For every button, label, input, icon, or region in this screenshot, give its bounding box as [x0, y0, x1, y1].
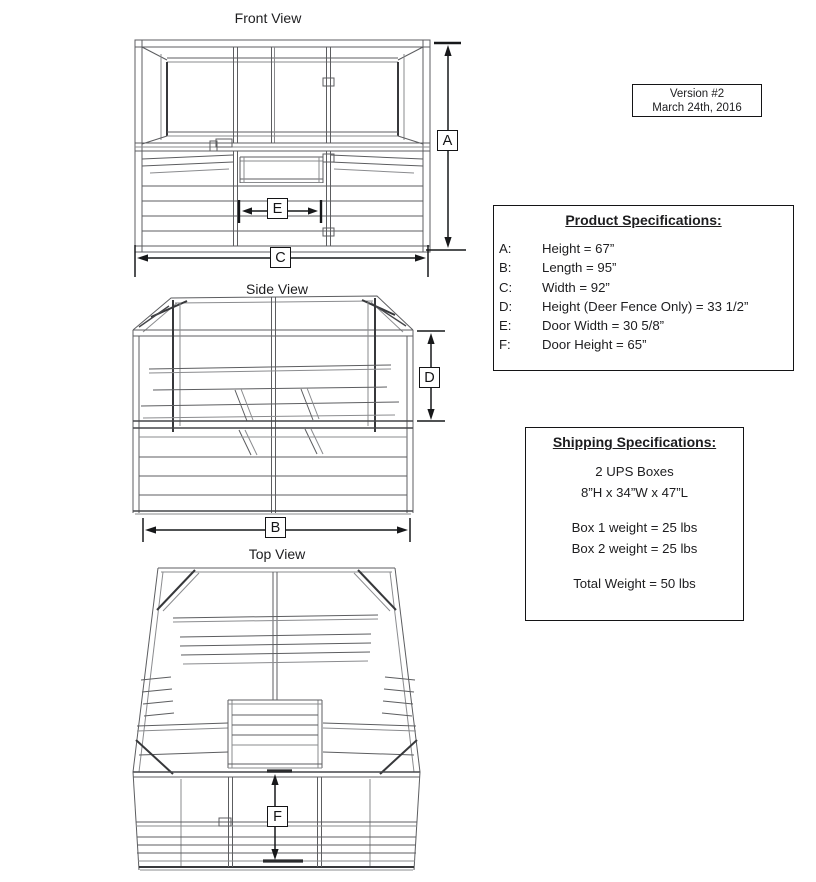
- version-date: March 24th, 2016: [652, 102, 742, 114]
- front-view-drawing: [123, 30, 473, 280]
- version-number: Version #2: [669, 88, 725, 100]
- spec-key: B:: [499, 260, 512, 276]
- spec-key: C:: [499, 279, 513, 295]
- spec-key: F:: [499, 337, 511, 353]
- top-view-title: Top View: [248, 546, 306, 562]
- dim-label-C: C: [270, 247, 291, 268]
- spec-row-e: [494, 316, 793, 335]
- dim-label-B: B: [265, 517, 286, 538]
- side-top-frame: [133, 296, 413, 336]
- spec-key: E:: [499, 318, 512, 334]
- spec-row-a: [494, 239, 793, 258]
- shipping-box-dimensions: 8”H x 34”W x 47”L: [581, 485, 688, 500]
- front-mid-rail: [135, 139, 430, 151]
- spec-row-d: [494, 297, 793, 316]
- product-specs-rows: [494, 239, 793, 355]
- side-view-drawing: [123, 290, 473, 545]
- spec-value: Width = 92”: [542, 279, 610, 295]
- shipping-box-count: 2 UPS Boxes: [595, 464, 674, 479]
- shipping-total-weight: Total Weight = 50 lbs: [573, 576, 696, 591]
- dim-label-D: D: [419, 367, 440, 388]
- side-mid-rail: [133, 421, 413, 455]
- side-fence-planks: [133, 457, 413, 514]
- top-central-bed: [228, 700, 322, 768]
- spec-value: Height (Deer Fence Only) = 33 1/2”: [542, 298, 749, 314]
- dim-label-E: E: [267, 198, 288, 219]
- side-view-title: Side View: [245, 281, 308, 297]
- shipping-box2-weight: Box 2 weight = 25 lbs: [571, 541, 698, 556]
- shipping-specs-box: [525, 427, 744, 621]
- top-view-drawing: [123, 558, 473, 880]
- front-roof-perspective: [142, 47, 423, 144]
- front-view-title: Front View: [234, 10, 302, 26]
- version-box: [632, 84, 762, 117]
- top-interior-beams: [173, 572, 378, 700]
- spec-key: D:: [499, 298, 513, 314]
- spec-row-b: [494, 258, 793, 277]
- shipping-specs-title: Shipping Specifications:: [552, 434, 717, 450]
- dim-label-F: F: [267, 806, 288, 827]
- spec-key: A:: [499, 241, 512, 256]
- product-specs-title: Product Specifications:: [565, 212, 722, 228]
- dim-label-A: A: [437, 130, 458, 151]
- spec-value: Door Width = 30 5/8”: [542, 318, 665, 334]
- spec-row-c: [494, 278, 793, 297]
- shipping-box1-weight: Box 1 weight = 25 lbs: [571, 520, 698, 535]
- front-frame: [135, 40, 430, 252]
- spec-row-f: [494, 335, 793, 354]
- spec-value: Height = 67”: [542, 241, 615, 256]
- front-raised-beds: [142, 155, 423, 183]
- product-specs-box: [493, 205, 794, 371]
- spec-value: Door Height = 65”: [542, 337, 647, 353]
- spec-value: Length = 95”: [542, 260, 617, 276]
